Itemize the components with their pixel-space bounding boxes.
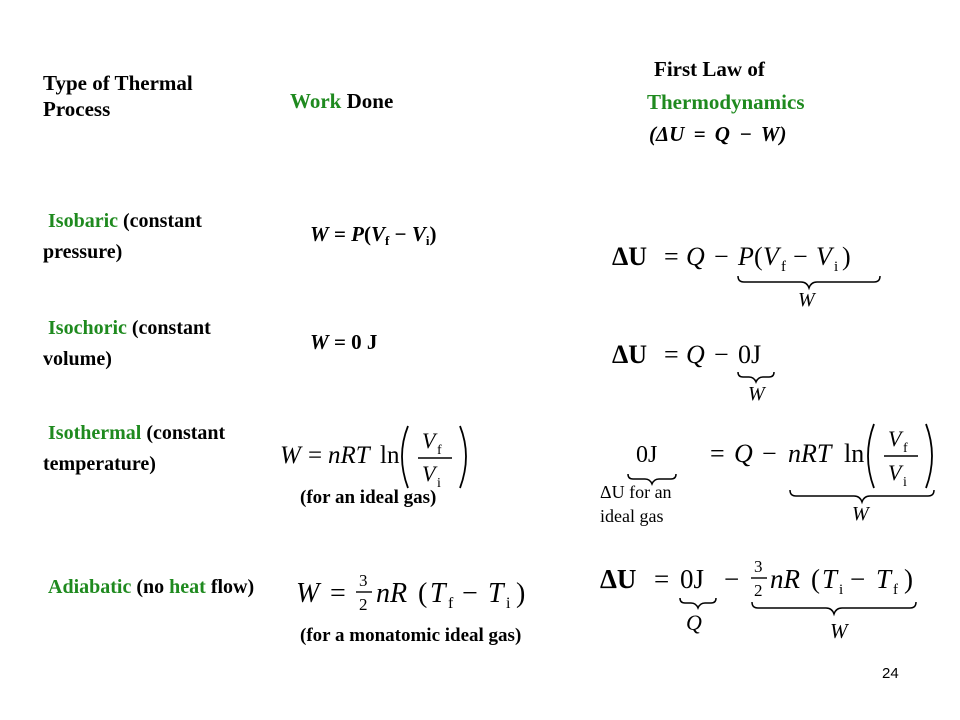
svg-text:P: P xyxy=(738,242,754,271)
work-formula-isothermal xyxy=(280,418,480,496)
svg-text:W: W xyxy=(852,503,869,525)
svg-text:0J: 0J xyxy=(738,340,762,369)
svg-text:i: i xyxy=(839,582,844,598)
svg-text:−: − xyxy=(793,242,808,271)
header-type-label: Type of Thermal Process xyxy=(43,71,193,121)
svg-text:T: T xyxy=(822,564,838,594)
svg-text:(: ( xyxy=(811,564,820,594)
first-law-isochoric xyxy=(612,330,782,405)
svg-text:(: ( xyxy=(754,242,763,271)
svg-text:nRT: nRT xyxy=(788,439,832,468)
svg-text:−: − xyxy=(850,564,866,594)
header-work-done xyxy=(290,88,393,114)
header-first-law-equation: (ΔU = Q − W) xyxy=(649,122,787,146)
svg-text:f: f xyxy=(781,259,786,275)
svg-text:V: V xyxy=(422,461,436,486)
svg-text:=: = xyxy=(654,564,670,594)
header-first-law-line2: Thermodynamics xyxy=(647,90,805,114)
svg-text:W: W xyxy=(296,578,320,609)
svg-text:i: i xyxy=(903,475,907,490)
svg-text:=: = xyxy=(308,442,323,469)
svg-text:=: = xyxy=(710,439,725,468)
svg-text:−: − xyxy=(714,242,729,271)
header-first-law-line1: First Law of xyxy=(654,57,765,81)
svg-text:W: W xyxy=(280,442,301,469)
process-isothermal-desc: (constant temperature) xyxy=(43,422,226,475)
work-formula-adiabatic xyxy=(296,564,566,624)
process-isobaric-label xyxy=(43,206,275,268)
svg-text:−: − xyxy=(462,578,478,609)
svg-text:ln: ln xyxy=(844,439,865,468)
svg-text:2: 2 xyxy=(754,581,763,600)
svg-text:nRT: nRT xyxy=(328,442,370,469)
page-number: 24 xyxy=(882,665,899,682)
svg-text:Q: Q xyxy=(686,610,702,635)
svg-text:i: i xyxy=(834,259,839,275)
svg-text:=: = xyxy=(664,242,679,271)
process-adiabatic-label xyxy=(43,572,273,603)
svg-text:V: V xyxy=(888,426,902,451)
svg-text:W: W xyxy=(798,289,815,311)
svg-text:f: f xyxy=(448,595,454,612)
svg-text:f: f xyxy=(903,441,908,456)
header-type-of-process xyxy=(43,70,263,122)
svg-text:V: V xyxy=(763,242,779,271)
svg-text:0J: 0J xyxy=(636,442,658,468)
svg-text:ΔU: ΔU xyxy=(612,242,648,271)
svg-text:T: T xyxy=(430,578,446,609)
process-isochoric-name: Isochoric xyxy=(48,317,127,339)
first-law-isothermal xyxy=(598,418,953,530)
process-isochoric-label xyxy=(43,313,275,375)
svg-text:nR: nR xyxy=(376,578,408,609)
svg-text:ln: ln xyxy=(380,442,400,469)
svg-text:V: V xyxy=(422,428,436,453)
svg-text:=: = xyxy=(664,340,679,369)
svg-text:−: − xyxy=(724,564,740,594)
header-done-word: Done xyxy=(341,89,394,113)
svg-text:ideal gas: ideal gas xyxy=(600,506,664,526)
svg-text:Q: Q xyxy=(686,340,705,369)
svg-text:ΔU for an: ΔU for an xyxy=(600,482,672,502)
process-adiabatic-name: Adiabatic xyxy=(48,576,132,598)
header-work-word: Work xyxy=(290,89,342,113)
process-adiabatic-desc-1: (no xyxy=(131,576,170,598)
svg-text:3: 3 xyxy=(754,557,763,576)
process-adiabatic-heat: heat xyxy=(169,576,206,598)
svg-text:): ) xyxy=(904,564,913,594)
svg-text:f: f xyxy=(893,582,898,598)
svg-text:Q: Q xyxy=(734,439,753,468)
svg-text:i: i xyxy=(437,476,441,491)
first-law-adiabatic xyxy=(600,552,950,644)
process-isothermal-name: Isothermal xyxy=(48,422,142,444)
svg-text:−: − xyxy=(714,340,729,369)
process-isothermal-label xyxy=(43,418,253,480)
process-isobaric-name: Isobaric xyxy=(48,210,118,232)
svg-text:): ) xyxy=(842,242,851,271)
svg-text:nR: nR xyxy=(770,564,800,594)
svg-text:f: f xyxy=(437,443,442,458)
svg-text:−: − xyxy=(762,439,777,468)
process-isobaric-desc: (constant pressure) xyxy=(43,210,202,263)
svg-text:2: 2 xyxy=(359,595,368,614)
work-formula-isobaric: $W = P(V_f - V_i)$ xyxy=(310,222,437,248)
work-note-adiabatic: (for a monatomic ideal gas) xyxy=(300,625,522,646)
first-law-isobaric xyxy=(612,232,882,312)
svg-text:V: V xyxy=(816,242,832,271)
work-formula-isochoric: W = 0 J xyxy=(310,330,378,354)
svg-text:): ) xyxy=(516,578,526,609)
svg-text:Q: Q xyxy=(686,242,705,271)
svg-text:=: = xyxy=(330,578,346,609)
svg-text:i: i xyxy=(506,595,511,612)
svg-text:3: 3 xyxy=(359,571,368,590)
svg-text:W: W xyxy=(748,383,765,405)
process-isochoric-desc: (constant volume) xyxy=(43,317,211,370)
svg-text:T: T xyxy=(876,564,892,594)
svg-text:(: ( xyxy=(418,578,428,609)
svg-text:V: V xyxy=(888,460,902,485)
work-note-isothermal: (for an ideal gas) xyxy=(300,487,437,508)
svg-text:0J: 0J xyxy=(680,564,705,594)
process-adiabatic-desc-2: flow) xyxy=(205,576,255,598)
svg-text:ΔU: ΔU xyxy=(600,564,637,594)
svg-text:ΔU: ΔU xyxy=(612,340,648,369)
svg-text:T: T xyxy=(488,578,504,609)
svg-text:W: W xyxy=(830,619,848,643)
